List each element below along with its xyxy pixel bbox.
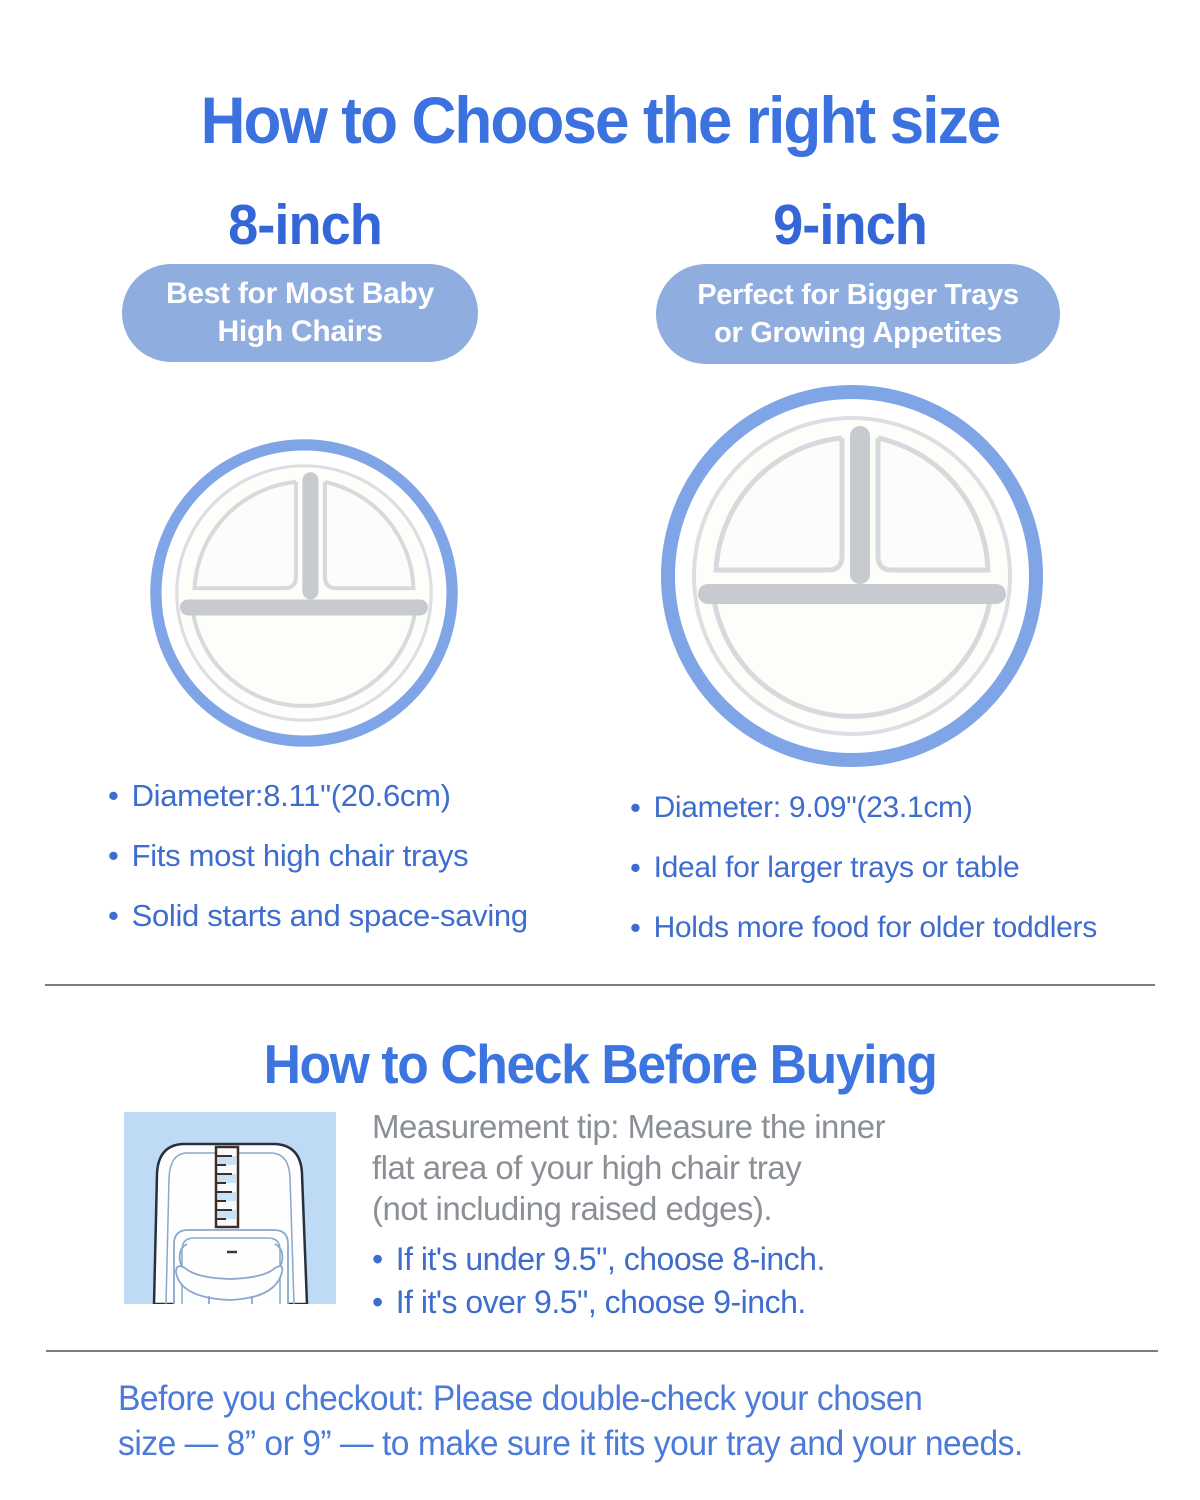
check-bullet-under: • If it's under 9.5", choose 8-inch.: [372, 1238, 825, 1281]
page-title: How to Choose the right size: [200, 83, 1000, 157]
plate-9inch-illustration: [652, 376, 1052, 776]
plate-8inch-illustration: [143, 432, 465, 754]
bullet-dot-icon: •: [372, 1284, 383, 1320]
measurement-tip-line3: (not including raised edges).: [372, 1190, 773, 1227]
footer-line2: size — 8” or 9” — to make sure it fits your tray and your needs.: [118, 1424, 1023, 1463]
bullet-dot-icon: •: [108, 778, 119, 813]
check-bullets: [372, 1238, 825, 1324]
section-divider-bottom: [46, 1350, 1158, 1352]
footer-line1: Before you checkout: Please double-check your chosen: [118, 1379, 923, 1418]
bullet-dot-icon: •: [108, 898, 119, 933]
measurement-tip: [372, 1106, 885, 1229]
bullet-dot-icon: •: [372, 1241, 383, 1277]
tray-measurement-illustration: [124, 1112, 336, 1304]
ruler-band: [218, 1192, 236, 1201]
footer-note: [118, 1376, 1061, 1466]
check-bullet-over: • If it's over 9.5", choose 9-inch.: [372, 1281, 825, 1324]
ruler-band: [218, 1156, 236, 1165]
check-section-title: How to Check Before Buying: [263, 1033, 937, 1095]
bullets-8inch: [108, 778, 528, 958]
badge-9inch: [656, 264, 1060, 364]
bullet-dot-icon: •: [108, 838, 119, 873]
column-9inch-heading: 9-inch: [773, 193, 927, 257]
badge-9inch-line2: or Growing Appetites: [714, 317, 1002, 349]
bullet-9inch-food: • Holds more food for older toddlers: [630, 910, 1097, 945]
ruler-band: [218, 1210, 236, 1219]
bullet-9inch-trays: • Ideal for larger trays or table: [630, 850, 1020, 885]
column-8inch-heading: 8-inch: [228, 193, 382, 257]
badge-8inch-line2: High Chairs: [217, 315, 383, 348]
ruler-band: [218, 1174, 236, 1183]
badge-8inch-line1: Best for Most Baby: [166, 277, 434, 310]
bullet-8inch-diameter: • Diameter:8.11"(20.6cm): [108, 778, 451, 813]
measurement-tip-line1: Measurement tip: Measure the inner: [372, 1108, 886, 1145]
bullets-9inch: [630, 790, 1097, 970]
bullet-dot-icon: •: [630, 850, 641, 885]
bullet-9inch-diameter: • Diameter: 9.09"(23.1cm): [630, 790, 973, 825]
badge-9inch-line1: Perfect for Bigger Trays: [697, 279, 1019, 311]
bullet-8inch-space: • Solid starts and space-saving: [108, 898, 528, 933]
bullet-dot-icon: •: [630, 790, 641, 825]
bullet-dot-icon: •: [630, 910, 641, 945]
badge-8inch: [122, 264, 478, 362]
bullet-8inch-fit: • Fits most high chair trays: [108, 838, 469, 873]
measurement-tip-line2: flat area of your high chair tray: [372, 1149, 802, 1186]
section-divider-top: [45, 984, 1155, 986]
